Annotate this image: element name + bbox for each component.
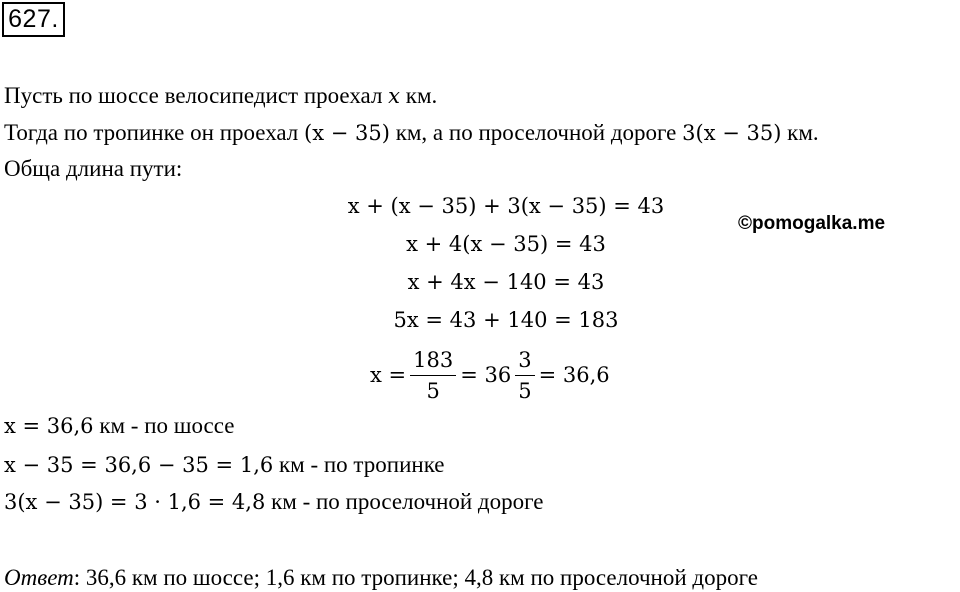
- equation-2: x + 4(x − 35) = 43: [406, 232, 606, 256]
- result-2-text: км - по тропинке: [273, 452, 445, 477]
- result-3-expr: 3(x − 35) = 3 · 1,6 = 4,8: [4, 490, 266, 514]
- fraction-lhs: x =: [370, 363, 407, 387]
- fraction-equation: [370, 340, 610, 410]
- fraction-183-over-5: [410, 347, 456, 404]
- result-2-expr: x − 35 = 36,6 − 35 = 1,6: [4, 453, 274, 477]
- result-3-text: км - по проселочной дороге: [265, 489, 544, 514]
- result-1-expr: x = 36,6: [4, 414, 94, 438]
- fraction-mid: = 36: [460, 363, 512, 387]
- equation-4: 5x = 43 + 140 = 183: [393, 308, 619, 332]
- intro-line-2-expr2: 3(x − 35): [682, 121, 782, 145]
- answer-label: Ответ: [4, 565, 74, 590]
- intro-line-2-text: Тогда по тропинке он проехал: [4, 120, 305, 145]
- result-line-3: [4, 488, 543, 516]
- equation-1: x + (x − 35) + 3(x − 35) = 43: [347, 194, 665, 218]
- result-1-text: км - по шоссе: [93, 413, 235, 438]
- fraction-1-numerator: 183: [410, 347, 456, 376]
- intro-line-1-text: Пусть по шоссе велосипедист проехал: [4, 83, 389, 108]
- equation-3: x + 4x − 140 = 43: [407, 270, 605, 294]
- result-line-1: [4, 412, 234, 440]
- intro-line-1-var: x: [388, 84, 401, 108]
- fraction-2-numerator: 3: [515, 347, 534, 376]
- watermark: ©pomogalka.me: [738, 213, 886, 234]
- answer-line: [4, 564, 758, 592]
- intro-line-2-expr1: (x − 35): [304, 121, 390, 145]
- intro-line-1-end: км.: [400, 83, 438, 108]
- intro-line-2-end: км.: [781, 120, 819, 145]
- fraction-1-denominator: 5: [426, 378, 440, 403]
- answer-text: : 36,6 км по шоссе; 1,6 км по тропинке; 4,8 км по проселочной дороге: [73, 565, 758, 590]
- fraction-2-denominator: 5: [518, 378, 532, 403]
- intro-line-2: [4, 119, 819, 147]
- intro-line-2-mid: км, а по проселочной дороге: [389, 120, 683, 145]
- intro-line-3: Обща длина пути:: [4, 156, 183, 181]
- intro-line-1: [4, 82, 437, 110]
- fraction-rhs: = 36,6: [538, 363, 610, 387]
- fraction-3-over-5: [515, 347, 534, 404]
- problem-number: 627.: [2, 2, 65, 37]
- result-line-2: [4, 451, 445, 479]
